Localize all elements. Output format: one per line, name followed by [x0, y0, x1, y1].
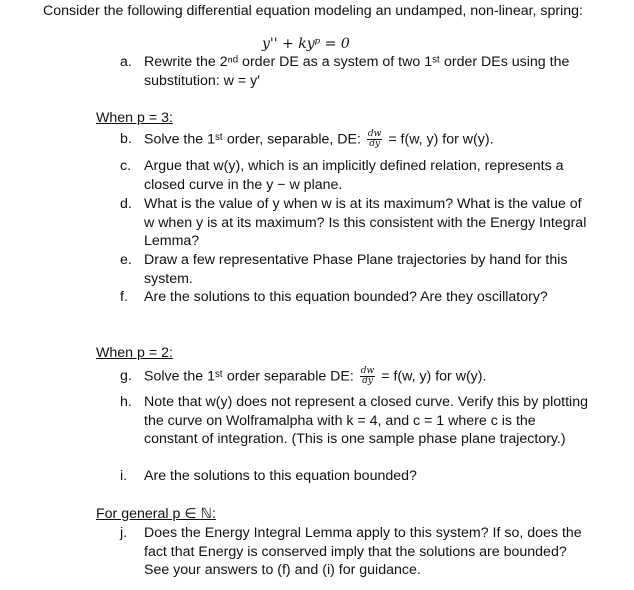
- item-g-label: g.: [120, 368, 132, 384]
- item-h-text: Note that w(y) does not represent a closed curve. Verify this by plotting the curve on Wolframalpha with k = 4, and c = 1 where c is the constant of integration. (This is one sample phase plane trajectory.): [144, 394, 588, 447]
- item-c: [120, 157, 590, 194]
- item-d-label: d.: [120, 196, 132, 212]
- item-b-label: b.: [120, 131, 132, 147]
- item-c-text: Argue that w(y), which is an implicitly defined relation, represents a closed curve in the y − w plane.: [144, 158, 564, 193]
- item-h-label: h.: [120, 394, 132, 410]
- main-equation: y'' + kyᵖ = 0: [262, 36, 350, 52]
- dw-dy-fraction: $\frac{dw}{dy}$: [367, 129, 382, 149]
- item-a: [120, 53, 590, 90]
- item-e-label: e.: [120, 252, 132, 268]
- item-e: [120, 251, 590, 288]
- item-i: [120, 467, 590, 486]
- section-p2-heading: When p = 2:: [96, 345, 173, 361]
- item-f-text: Are the solutions to this equation bounded? Are they oscillatory?: [144, 289, 548, 305]
- intro-text: Consider the following differential equation modeling an undamped, non-linear, spring:: [43, 3, 584, 19]
- item-h: [120, 393, 590, 449]
- item-j-text: Does the Energy Integral Lemma apply to this system? If so, does the fact that Energy is conserved imply that the solutions are bounded? See your answers to (f) and (i) for guidance.: [144, 525, 582, 578]
- item-f: [120, 288, 590, 307]
- item-b-text-end: = f(w, y) for w(y).: [388, 131, 494, 148]
- item-j-label: j.: [120, 525, 128, 541]
- item-d-text: What is the value of y when w is at its maximum? What is the value of w when y is at its maximum? Is this consistent with the Energy Integral Lemma?: [144, 196, 587, 249]
- item-g-text: Solve the 1ˢᵗ order separable DE:: [144, 368, 354, 385]
- item-i-text: Are the solutions to this equation bounded?: [144, 468, 417, 484]
- item-b: [120, 130, 590, 149]
- item-a-text: Rewrite the 2ⁿᵈ order DE as a system of two 1ˢᵗ order DEs using the substitution: w = y′: [144, 54, 570, 89]
- item-g-text-end: = f(w, y) for w(y).: [381, 368, 487, 385]
- item-b-text: Solve the 1ˢᵗ order, separable, DE:: [144, 131, 361, 148]
- item-j: [120, 524, 590, 580]
- item-d: [120, 195, 590, 251]
- item-c-label: c.: [120, 158, 132, 174]
- item-g: [120, 367, 590, 386]
- dw-dy-fraction-2: $\frac{dw}{dy}$: [360, 366, 375, 386]
- item-e-text: Draw a few representative Phase Plane trajectories by hand for this system.: [144, 252, 568, 287]
- item-f-label: f.: [120, 289, 128, 305]
- item-i-label: i.: [120, 468, 128, 484]
- section-p3-heading: When p = 3:: [96, 110, 173, 126]
- section-general-heading: For general p ∈ ℕ:: [96, 506, 216, 522]
- item-a-label: a.: [120, 54, 132, 70]
